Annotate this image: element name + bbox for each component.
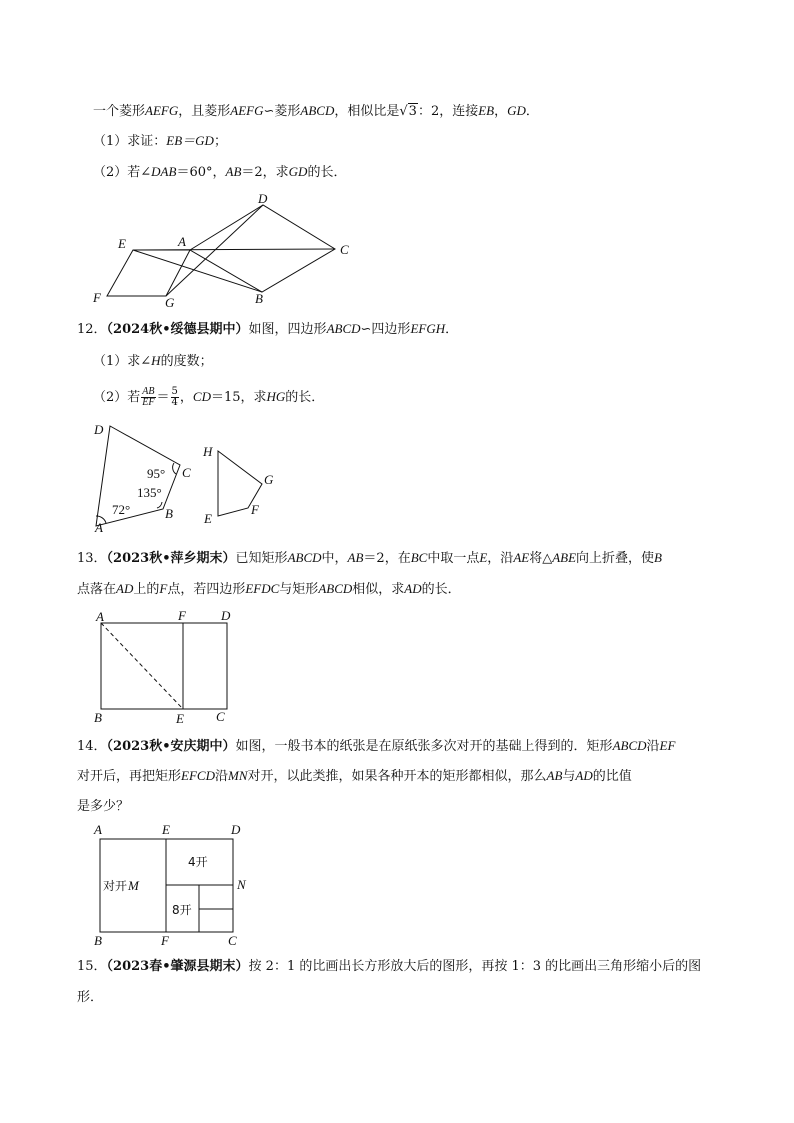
label-D: D (94, 422, 104, 437)
q12-header: 12．（2024秋•绥德县期中）如图，四边形ABCD∽四边形EFGH． (77, 321, 459, 337)
label-D: D (221, 608, 231, 623)
angle-label-a: 72° (112, 502, 131, 517)
angle-label-b: 135° (137, 485, 162, 500)
q14-line2: 对开后，再把矩形EFCD沿MN对开，以此类推，如果各种开本的矩形都相似，那么AB与AD的比值 (77, 768, 632, 784)
cell-half: 对开 (103, 879, 128, 893)
label-E: E (118, 236, 126, 251)
fraction-5-4: $\frac{5}{4}$ (171, 386, 178, 408)
label-C: C (182, 465, 191, 480)
label-F: F (93, 290, 101, 305)
label-C: C (216, 709, 225, 724)
label-A: A (178, 234, 186, 249)
label-A: A (94, 822, 102, 837)
label-G: G (165, 295, 175, 310)
cell-4: 4开 (188, 855, 208, 869)
q13-line2: 点落在AD上的F点，若四边形EFDC与矩形ABCD相似，求AD的长． (77, 581, 461, 597)
sqrt-3: √3 (399, 104, 417, 119)
q15-line1: 15．（2023春•肇源县期末）按 2：1 的比画出长方形放大后的图形，再按 1：3 的比画出三角形缩小后的图 (77, 959, 702, 974)
q15-line2: 形． (77, 990, 104, 1005)
label-B: B (165, 506, 173, 521)
q13-line1: 13．（2023秋•萍乡期末）已知矩形ABCD中，AB＝2，在BC中取一点E，沿AE将△ABE向上折叠，使B (77, 550, 662, 566)
label-F: F (251, 502, 259, 517)
q11-part1: （1）求证：EB＝GD； (93, 133, 227, 149)
label-A: A (96, 609, 104, 624)
label-G: G (264, 472, 274, 487)
label-C: C (340, 242, 349, 257)
q11-intro: 一个菱形AEFG，且菱形AEFG∽菱形ABCD，相似比是√3：2，连接EB，GD． (93, 103, 539, 119)
q12-part1: （1）求∠H的度数； (93, 353, 213, 369)
label-F: F (161, 933, 169, 948)
label-C: C (228, 933, 237, 948)
cell-8: 8开 (172, 903, 192, 917)
label-F: F (178, 608, 186, 623)
label-A: A (95, 520, 103, 535)
label-D: D (258, 191, 268, 206)
label-D: D (231, 822, 241, 837)
fraction-ab-ef: $\frac{AB}{EF}$ (142, 386, 155, 408)
label-B: B (94, 710, 102, 725)
label-B: B (94, 933, 102, 948)
q12-part2: （2）若 $\frac{AB}{EF}$ ＝ $\frac{5}{4}$ ，CD＝15，求HG的长． (93, 386, 325, 408)
label-E: E (204, 511, 212, 526)
angle-label-c: 95° (147, 466, 166, 481)
label-E: E (162, 822, 170, 837)
q11-part2: （2）若∠DAB＝60°，AB＝2，求GD的长． (93, 164, 347, 180)
q14-line1: 14．（2023秋•安庆期中）如图，一般书本的纸张是在原纸张多次对开的基础上得到的．矩形ABCD沿EF (77, 738, 676, 754)
label-M: M (128, 878, 139, 893)
label-N: N (237, 877, 246, 892)
q14-line3: 是多少？ (77, 799, 130, 814)
label-H: H (203, 444, 213, 459)
label-E: E (176, 711, 184, 726)
label-B: B (255, 291, 263, 306)
